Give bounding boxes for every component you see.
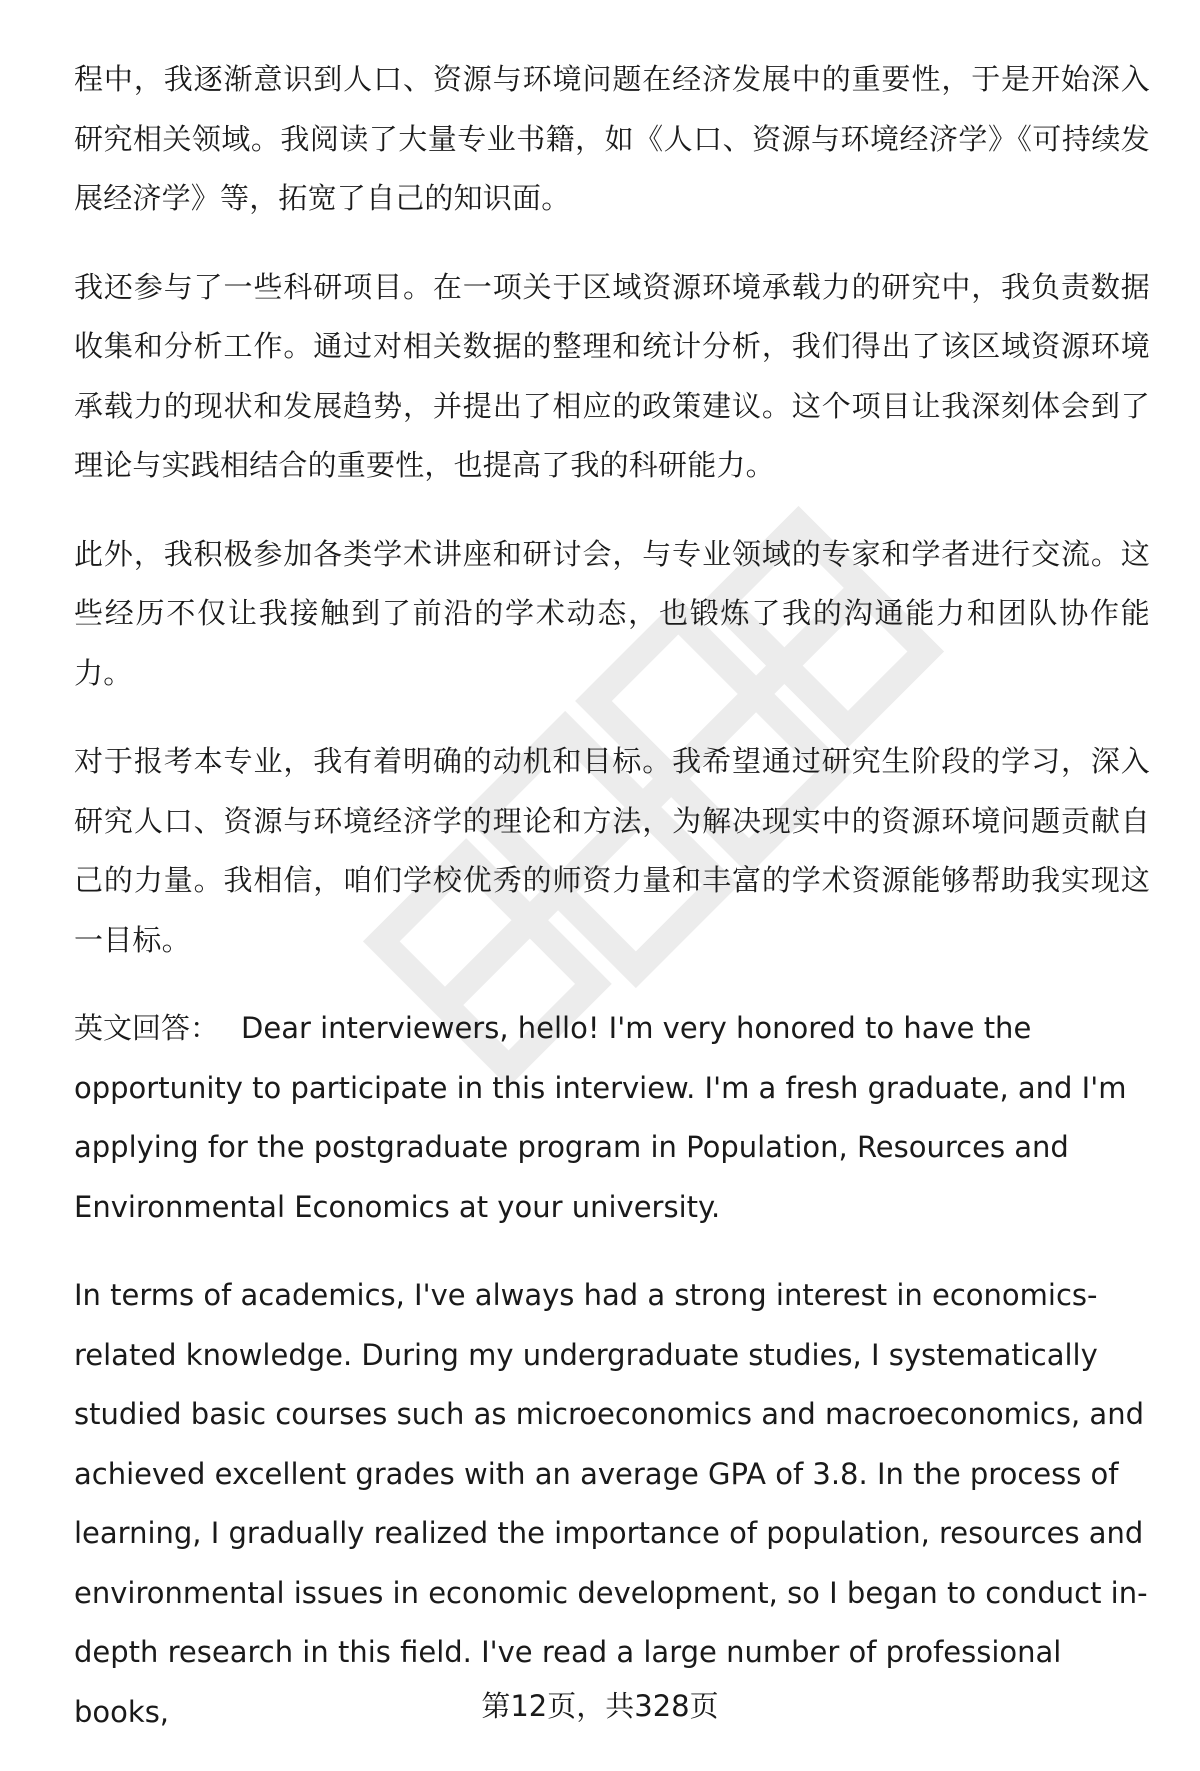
english-answer-intro [74, 999, 1150, 1237]
paragraph-3: 此外，我积极参加各类学术讲座和研讨会，与专业领域的专家和学者进行交流。这些经历不仅让我接触到了前沿的学术动态，也锻炼了我的沟通能力和团队协作能力。 [74, 536, 1150, 690]
page-number: 第12页，共328页 [481, 1689, 719, 1723]
english-answer-academics: In terms of academics, I've always had a strong interest in economics-related knowledge. During my undergraduate studies, I systematically studied basic courses such as microeconomics and macroeconomics, and achieved excellent grades with an average GPA of 3.8. In the process of learning, I gradually realized the importance of population, resources and environmental issues in economic development, so I began to conduct in-depth research in this field. I've read a large number of professional books, [74, 1278, 1148, 1729]
paragraph-2: 我还参与了一些科研项目。在一项关于区域资源环境承载力的研究中，我负责数据收集和分析工作。通过对相关数据的整理和统计分析，我们得出了该区域资源环境承载力的现状和发展趋势，并提出了相应的政策建议。这个项目让我深刻体会到了理论与实践相结合的重要性，也提高了我的科研能力。 [74, 269, 1150, 482]
document-body [74, 50, 1150, 1771]
paragraph-4: 对于报考本专业，我有着明确的动机和目标。我希望通过研究生阶段的学习，深入研究人口、资源与环境经济学的理论和方法，为解决现实中的资源环境问题贡献自己的力量。我相信，咱们学校优秀的师资力量和丰富的学术资源能够帮助我实现这一目标。 [74, 744, 1150, 957]
paragraph-1: 程中，我逐渐意识到人口、资源与环境问题在经济发展中的重要性，于是开始深入研究相关领域。我阅读了大量专业书籍，如《人口、资源与环境经济学》《可持续发展经济学》等，拓宽了自己的知识面。 [74, 62, 1150, 215]
english-answer-label: 英文回答： [74, 1011, 220, 1045]
english-answer-intro-text: Dear interviewers, hello! I'm very honored to have the opportunity to participate in this interview. I'm a fresh graduate, and I'm applying for the postgraduate program in Population, Resources and Environmental Economics at your university. [74, 1011, 1127, 1224]
